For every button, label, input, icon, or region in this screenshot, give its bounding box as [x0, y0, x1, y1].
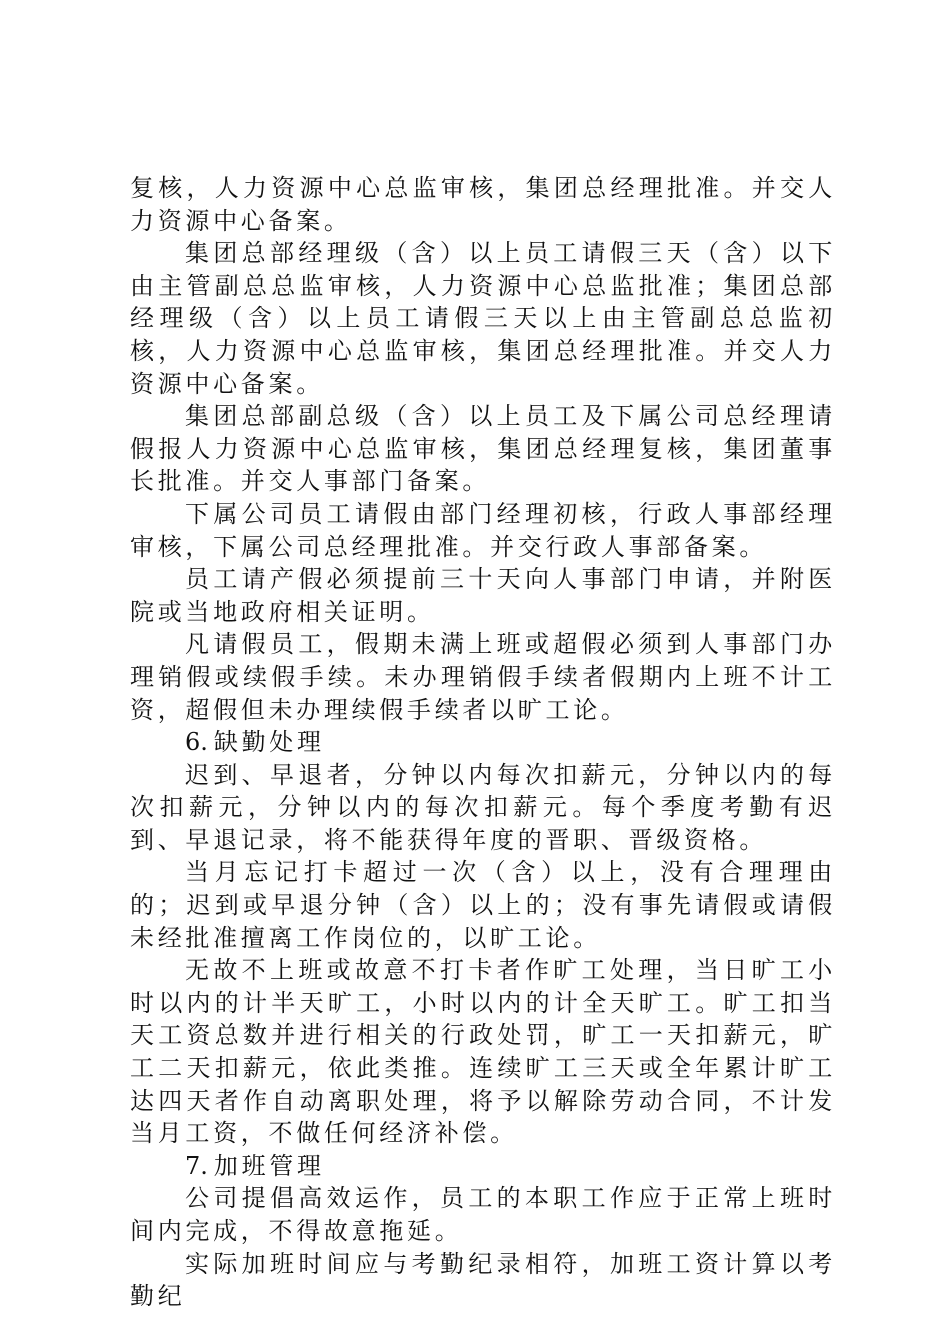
paragraph-late-early-leave: 迟到、早退者，分钟以内每次扣薪元，分钟以内的每次扣薪元，分钟以内的每次扣薪元。每个季度考勤有迟到、早退记录，将不能获得年度的晋职、晋级资格。: [130, 760, 836, 854]
paragraph-subsidiary-leave-approval: 下属公司员工请假由部门经理初核，行政人事部经理审核，下属公司总经理批准。并交行政人事部备案。: [130, 499, 836, 561]
section-number: 6.: [185, 728, 208, 757]
paragraph-vp-leave-approval: 集团总部副总级（含）以上员工及下属公司总经理请假报人力资源中心总监审核，集团总经理复核，集团董事长批准。并交人事部门备案。: [130, 402, 836, 496]
section-number: 7.: [185, 1151, 208, 1180]
paragraph-maternity-leave: 员工请产假必须提前三十天向人事部门申请，并附医院或当地政府相关证明。: [130, 565, 836, 626]
paragraph-overtime-records: 实际加班时间应与考勤纪录相符，加班工资计算以考勤纪: [130, 1249, 836, 1311]
paragraph-efficiency: 公司提倡高效运作，员工的本职工作应于正常上班时间内完成，不得故意拖延。: [130, 1184, 836, 1245]
paragraph-manager-leave-approval: 集团总部经理级（含）以上员工请假三天（含）以下由主管副总总监审核，人力资源中心总监批准；集团总部经理级（含）以上员工请假三天以上由主管副总总监初核，人力资源中心总监审核，集团总经理批准。并交人力资源中心备案。: [130, 239, 836, 398]
paragraph-leave-cancellation: 凡请假员工，假期未满上班或超假必须到人事部门办理销假或续假手续。未办理销假手续者假期内上班不计工资，超假但未办理续假手续者以旷工论。: [130, 630, 836, 724]
paragraph-missed-clock-in: 当月忘记打卡超过一次（含）以上，没有合理理由的；迟到或早退分钟（含）以上的；没有事先请假或请假未经批准擅离工作岗位的，以旷工论。: [130, 858, 836, 952]
section-heading-overtime: [130, 1150, 836, 1183]
paragraph-absenteeism: 无故不上班或故意不打卡者作旷工处理，当日旷工小时以内的计半天旷工，小时以内的计全天旷工。旷工扣当天工资总数并进行相关的行政处罚，旷工一天扣薪元，旷工二天扣薪元，依此类推。连续旷工三天或全年累计旷工达四天者作自动离职处理，将予以解除劳动合同，不计发当月工资，不做任何经济补偿。: [130, 956, 836, 1148]
document-body: [130, 172, 836, 1313]
section-title: 加班管理: [213, 1151, 325, 1180]
section-heading-absence: [130, 726, 836, 759]
section-title: 缺勤处理: [213, 728, 325, 757]
paragraph-continuation: 复核，人力资源中心总监审核，集团总经理批准。并交人力资源中心备案。: [130, 174, 836, 235]
